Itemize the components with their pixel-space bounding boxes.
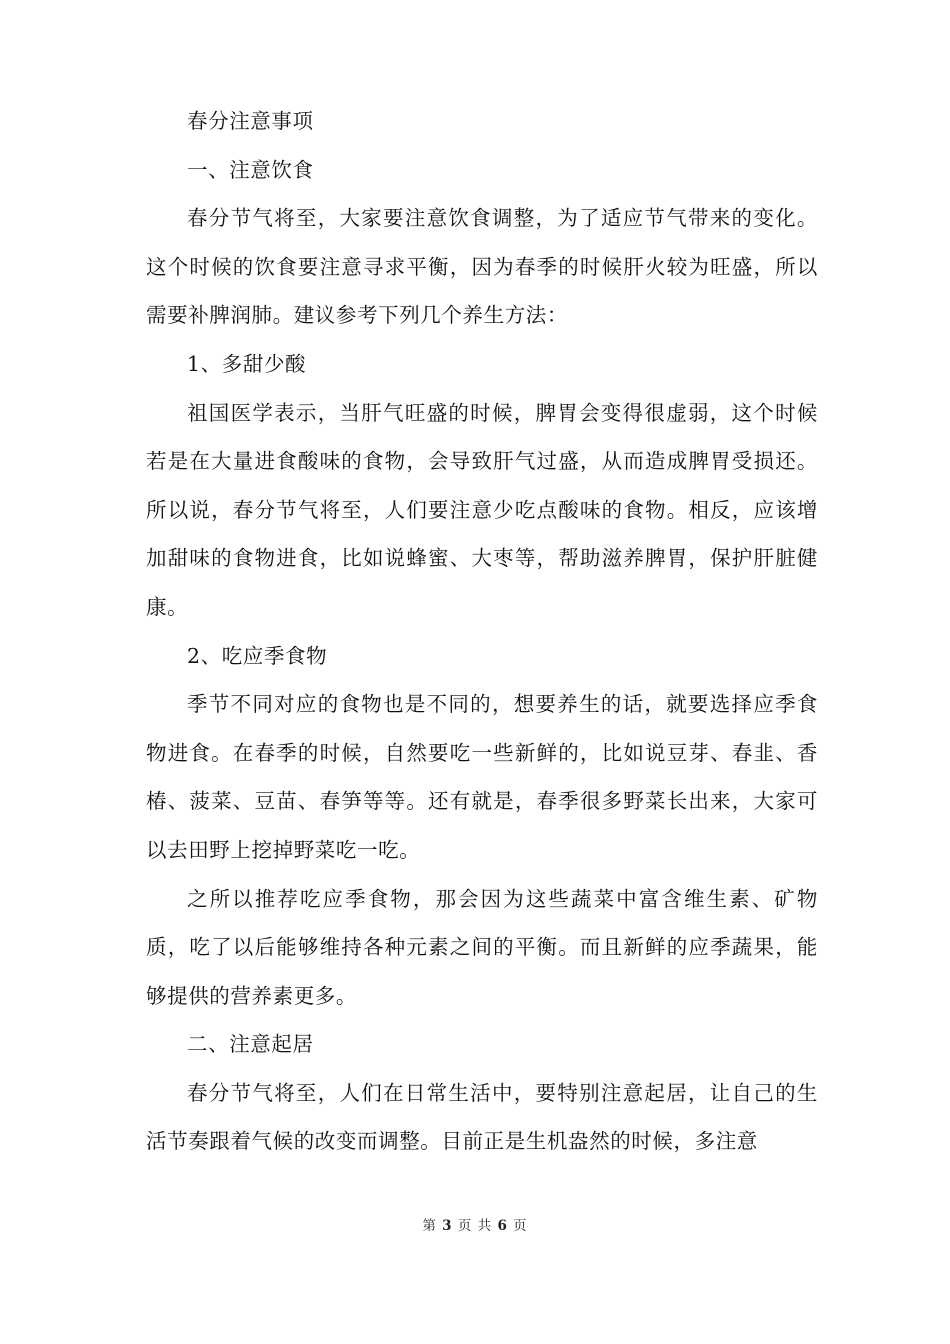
body-paragraph: 春分节气将至，大家要注意饮食调整，为了适应节气带来的变化。这个时候的饮食要注意寻求平衡，因为春季的时候肝火较为旺盛，所以需要补脾润肺。建议参考下列几个养生方法： [146,206,818,328]
section-heading-diet: 一、注意饮食 [187,157,314,182]
subheading-seasonal-food: 2、吃应季食物 [187,643,328,668]
footer-prefix: 第 [422,1218,437,1234]
current-page-number: 3 [442,1218,453,1234]
body-paragraph: 季节不同对应的食物也是不同的，想要养生的话，就要选择应季食物进食。在春季的时候，自然要吃一些新鲜的，比如说豆芽、春韭、香椿、菠菜、豆苗、春笋等等。还有就是，春季很多野菜长出来，大家可以去田野上挖掉野菜吃一吃。 [146,692,818,862]
body-paragraph: 之所以推荐吃应季食物，那会因为这些蔬菜中富含维生素、矿物质，吃了以后能够维持各种元素之间的平衡。而且新鲜的应季蔬果，能够提供的营养素更多。 [146,886,818,1008]
document-body [146,97,818,1166]
footer-suffix: 页 [513,1218,528,1234]
page-footer [0,1214,950,1234]
body-paragraph: 祖国医学表示，当肝气旺盛的时候，脾胃会变得很虚弱，这个时候若是在大量进食酸味的食物，会导致肝气过盛，从而造成脾胃受损还。所以说，春分节气将至，人们要注意少吃点酸味的食物。相反，应该增加甜味的食物进食，比如说蜂蜜、大枣等，帮助滋养脾胃，保护肝脏健康。 [146,400,818,619]
total-page-count: 6 [497,1218,508,1234]
section-heading-daily-living: 二、注意起居 [187,1032,314,1057]
footer-middle: 页 共 [457,1218,493,1234]
body-paragraph: 春分节气将至，人们在日常生活中，要特别注意起居，让自己的生活节奏跟着气候的改变而调整。目前正是生机盎然的时候，多注意 [146,1080,818,1154]
subheading-sweet-less-sour: 1、多甜少酸 [187,351,307,376]
document-title: 春分注意事项 [187,109,314,133]
